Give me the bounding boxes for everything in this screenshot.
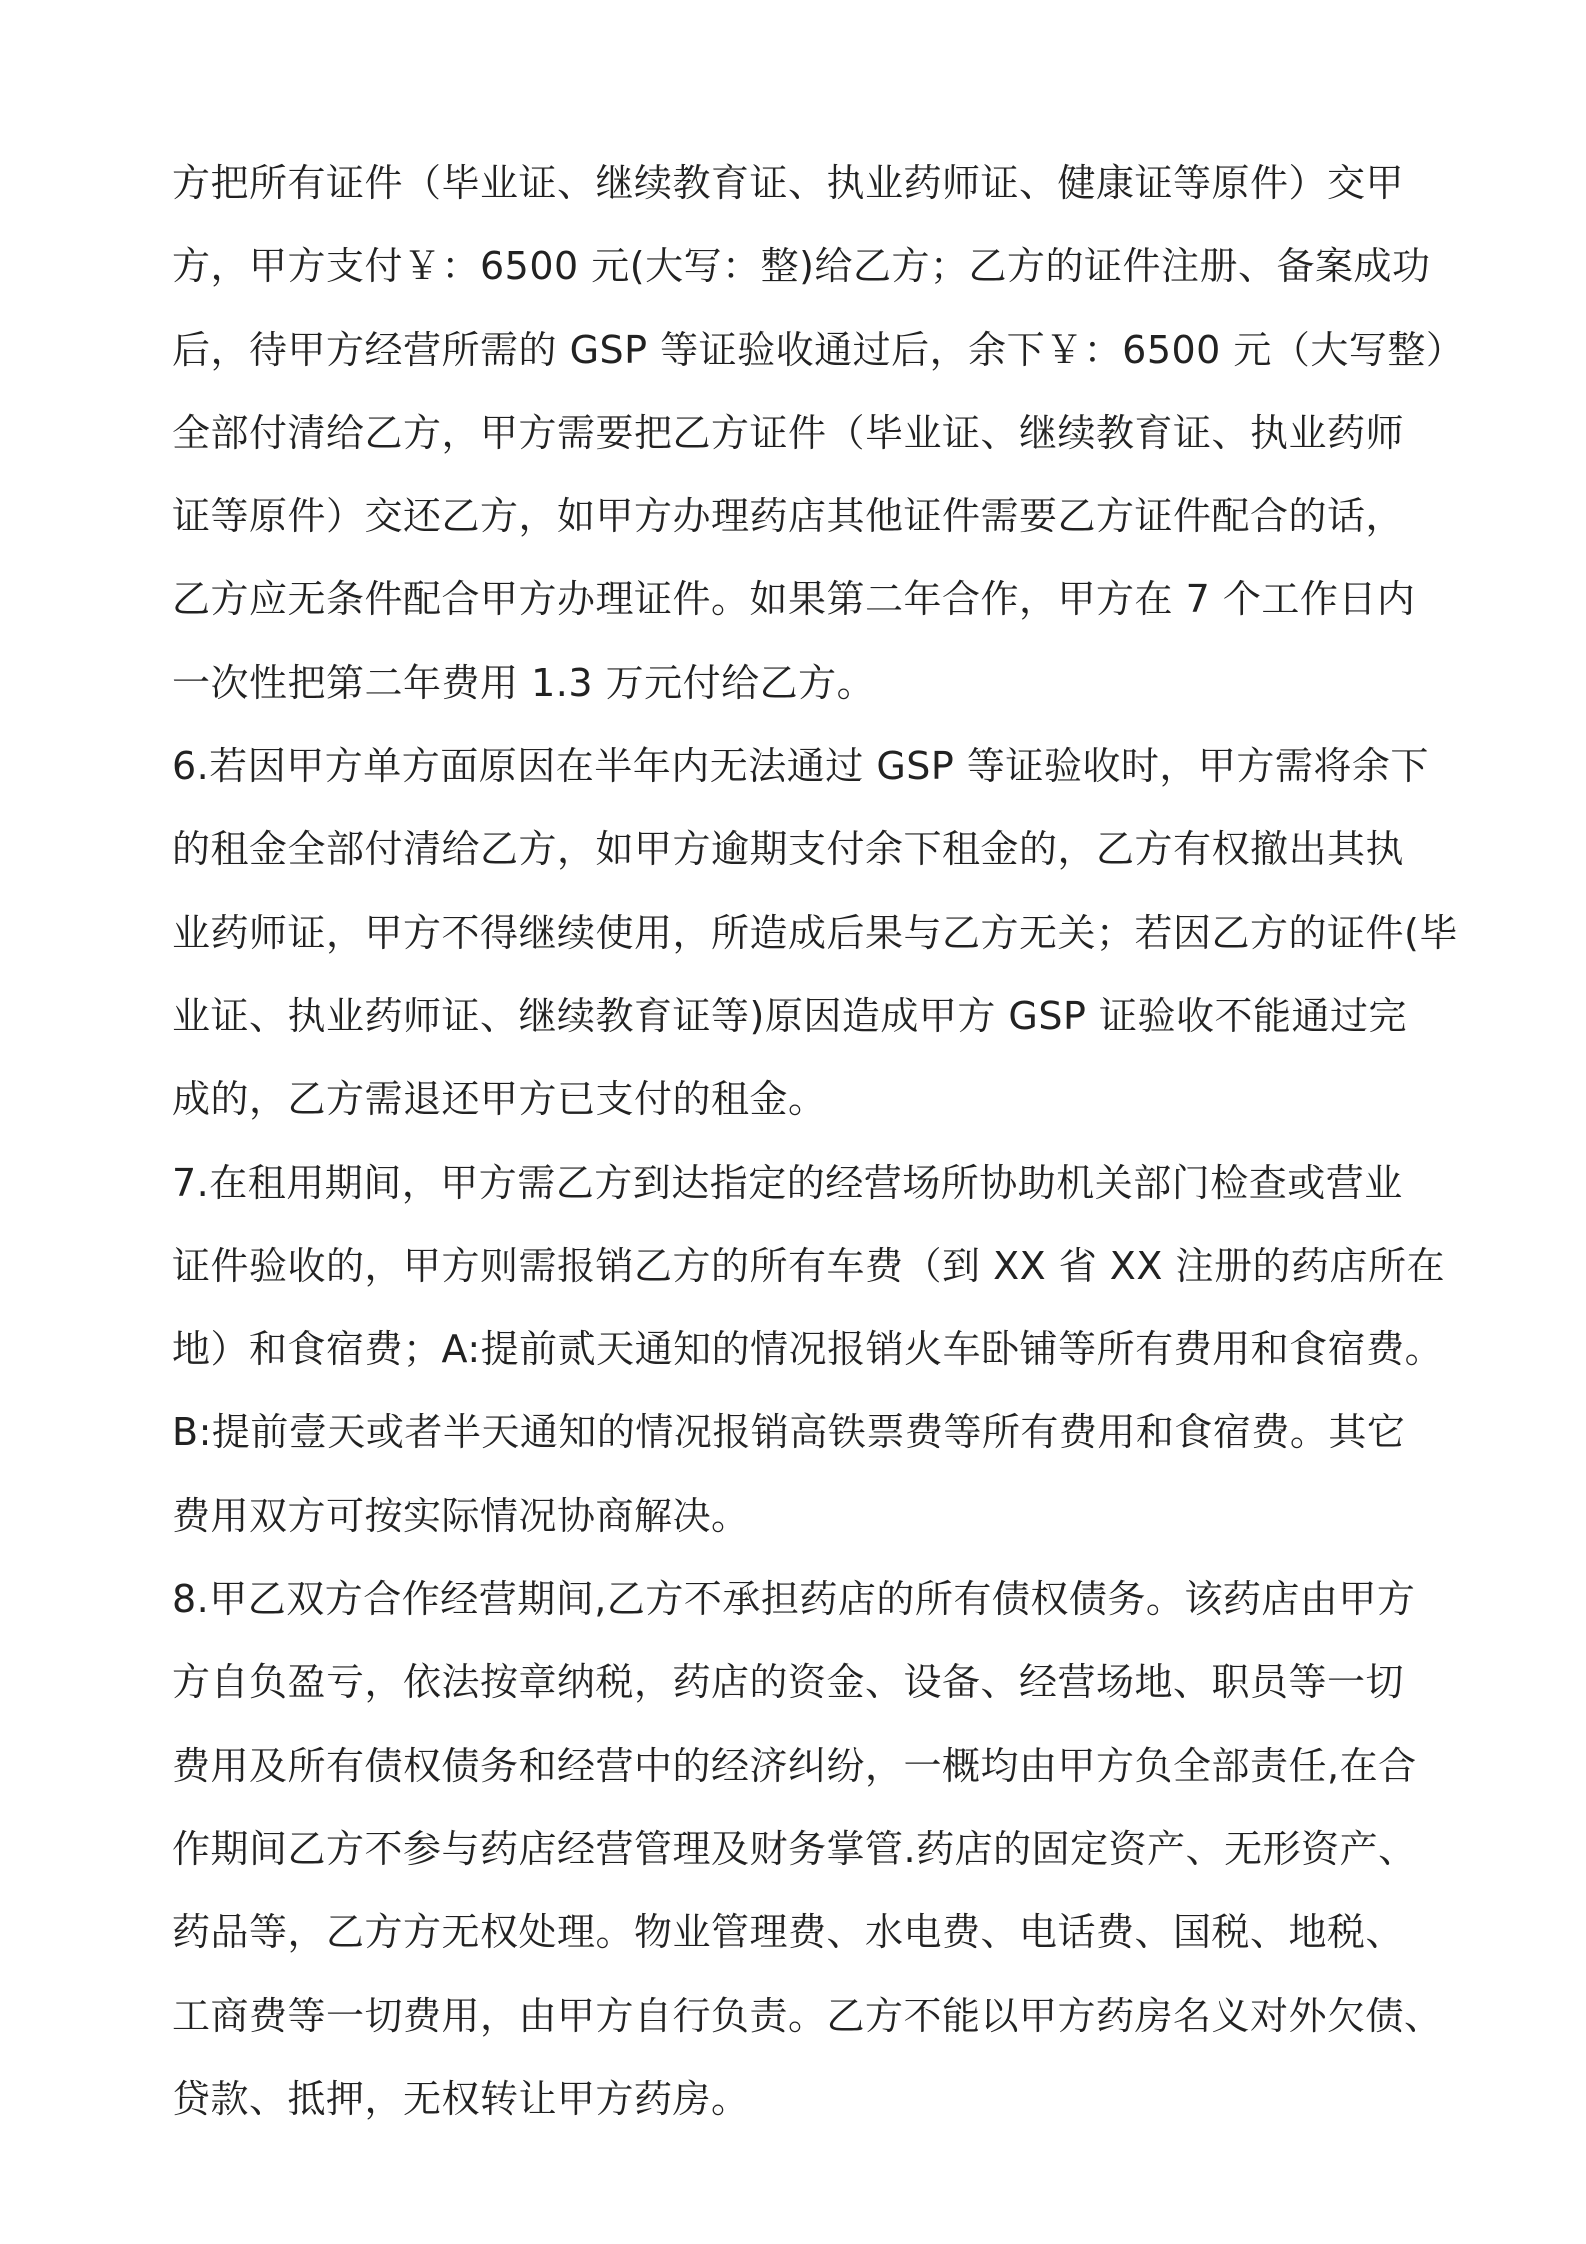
text-line: 成的，乙方需退还甲方已支付的租金。 — [172, 1077, 827, 1122]
text-line: 费用及所有债权债务和经营中的经济纠纷，一概均由甲方负全部责任,在合 — [172, 1743, 1417, 1788]
text-line: 费用双方可按实际情况协商解决。 — [172, 1493, 750, 1538]
clause-8-line: 8.甲乙双方合作经营期间,乙方不承担药店的所有债权债务。该药店由甲方 — [172, 1577, 1416, 1622]
text-line: 证件验收的，甲方则需报销乙方的所有车费（到 XX 省 XX 注册的药店所在 — [172, 1243, 1445, 1288]
text-line: 地）和食宿费；A:提前贰天通知的情况报销火车卧铺等所有费用和食宿费。 — [172, 1327, 1444, 1372]
text-line: 业证、执业药师证、继续教育证等)原因造成甲方 GSP 证验收不能通过完 — [172, 993, 1407, 1038]
clause-7-line: 7.在租用期间，甲方需乙方到达指定的经营场所协助机关部门检查或营业 — [172, 1160, 1403, 1205]
text-line: 药品等，乙方方无权处理。物业管理费、水电费、电话费、国税、地税、 — [172, 1910, 1405, 1955]
text-line: 方，甲方支付￥：6500 元(大写：整)给乙方；乙方的证件注册、备案成功 — [172, 244, 1431, 289]
text-line: 乙方应无条件配合甲方办理证件。如果第二年合作，甲方在 7 个工作日内 — [172, 577, 1416, 622]
clause-6-line: 6.若因甲方单方面原因在半年内无法通过 GSP 等证验收时，甲方需将余下 — [172, 744, 1429, 789]
text-line: 全部付清给乙方，甲方需要把乙方证件（毕业证、继续教育证、执业药师 — [172, 410, 1405, 455]
text-line: 工商费等一切费用，由甲方自行负责。乙方不能以甲方药房名义对外欠债、 — [172, 1993, 1443, 2038]
text-line: 证等原件）交还乙方，如甲方办理药店其他证件需要乙方证件配合的话， — [172, 494, 1405, 539]
text-line: 后，待甲方经营所需的 GSP 等证验收通过后，余下￥：6500 元（大写整） — [172, 327, 1465, 372]
text-line: 方自负盈亏，依法按章纳税，药店的资金、设备、经营场地、职员等一切 — [172, 1660, 1405, 1705]
document-body — [172, 142, 1465, 2141]
text-line: 作期间乙方不参与药店经营管理及财务掌管.药店的固定资产、无形资产、 — [172, 1826, 1417, 1871]
text-line: 一次性把第二年费用 1.3 万元付给乙方。 — [172, 660, 876, 705]
text-line: 贷款、抵押，无权转让甲方药房。 — [172, 2076, 750, 2121]
text-line: 的租金全部付清给乙方，如甲方逾期支付余下租金的，乙方有权撤出其执 — [172, 827, 1405, 872]
text-line: 业药师证，甲方不得继续使用，所造成后果与乙方无关；若因乙方的证件(毕 — [172, 910, 1458, 955]
text-line: B:提前壹天或者半天通知的情况报销高铁票费等所有费用和食宿费。其它 — [172, 1410, 1406, 1455]
text-line: 方把所有证件（毕业证、继续教育证、执业药师证、健康证等原件）交甲 — [172, 161, 1405, 205]
